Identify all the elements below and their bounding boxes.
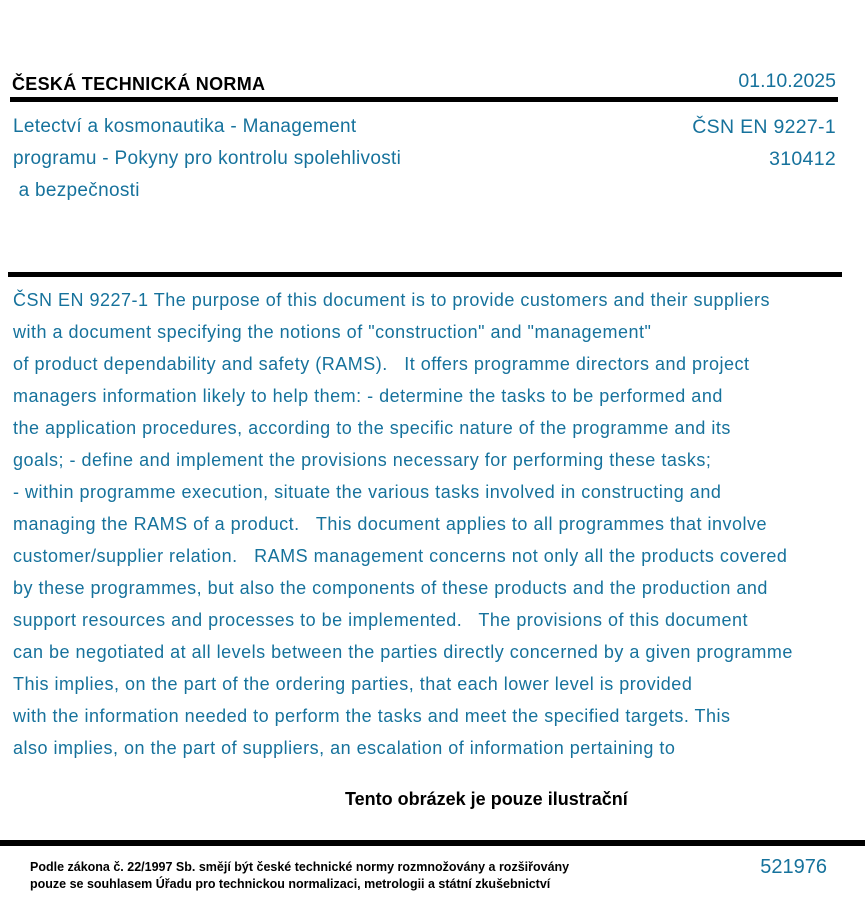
abstract-line: ČSN EN 9227-1 The purpose of this document is to provide customers and their suppliers — [13, 290, 771, 310]
header-divider — [10, 97, 838, 102]
abstract-line: the application procedures, according to the specific nature of the programme and its — [13, 418, 731, 438]
title-line: a bezpečnosti — [13, 180, 140, 201]
abstract-line: goals; - define and implement the provisions necessary for performing these tasks; — [13, 450, 712, 470]
order-number: 521976 — [760, 856, 827, 878]
abstract-line: support resources and processes to be implemented. The provisions of this document — [13, 610, 749, 630]
class-number: 310412 — [769, 148, 836, 170]
footer-legal-line: Podle zákona č. 22/1997 Sb. smějí být české technické normy rozmnožovány a rozšiřovány — [30, 860, 570, 874]
abstract-line: of product dependability and safety (RAMS). It offers programme directors and project — [13, 354, 750, 374]
abstract-line: This implies, on the part of the ordering parties, that each lower level is provided — [13, 674, 693, 694]
abstract-line: managing the RAMS of a product. This document applies to all programmes that involve — [13, 514, 768, 534]
footer-divider — [0, 840, 865, 846]
abstract-line: with a document specifying the notions of "construction" and "management" — [13, 322, 652, 342]
title-line: Letectví a kosmonautika - Management — [13, 116, 357, 137]
standard-code: ČSN EN 9227-1 — [692, 116, 836, 138]
abstract-line: - within programme execution, situate the various tasks involved in constructing and — [13, 482, 722, 502]
footer-legal-text — [30, 859, 569, 892]
issue-date: 01.10.2025 — [738, 70, 836, 92]
document-title — [13, 111, 401, 207]
illustrative-note: Tento obrázek je pouze ilustrační — [345, 789, 628, 809]
abstract-line: customer/supplier relation. RAMS management concerns not only all the products covered — [13, 546, 788, 566]
document-reference — [692, 111, 836, 175]
title-line: programu - Pokyny pro kontrolu spolehlivosti — [13, 148, 402, 169]
abstract-text — [13, 284, 865, 764]
abstract-line: by these programmes, but also the components of these products and the production and — [13, 578, 768, 598]
abstract-line: managers information likely to help them: - determine the tasks to be performed and — [13, 386, 723, 406]
footer-legal-line: pouze se souhlasem Úřadu pro technickou normalizaci, metrologii a státní zkušebnictví — [30, 876, 551, 891]
abstract-divider — [8, 272, 842, 277]
abstract-line: also implies, on the part of suppliers, an escalation of information pertaining to — [13, 738, 676, 758]
abstract-line: can be negotiated at all levels between the parties directly concerned by a given programme — [13, 642, 793, 662]
abstract-line: with the information needed to perform the tasks and meet the specified targets. This — [13, 706, 731, 726]
masthead-label: ČESKÁ TECHNICKÁ NORMA — [12, 74, 266, 94]
